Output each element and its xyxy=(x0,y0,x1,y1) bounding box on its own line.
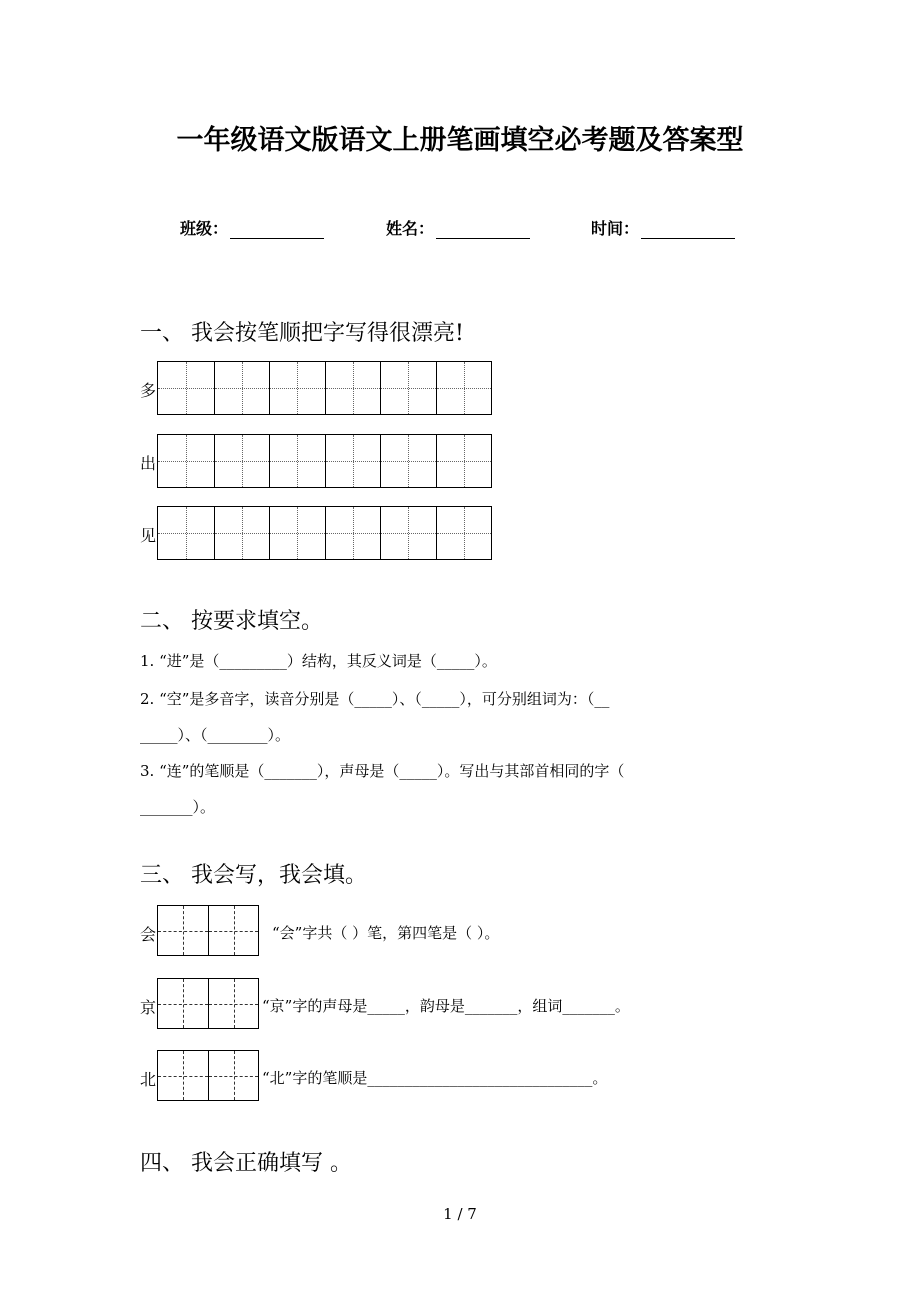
question-line: 1. “进”是（_________）结构，其反义词是（_____）。 xyxy=(140,652,497,670)
time-field xyxy=(591,216,735,239)
writing-grid[interactable] xyxy=(157,506,492,560)
class-label: 班级： xyxy=(180,219,229,238)
grid-cell[interactable] xyxy=(436,362,492,414)
page-title: 一年级语文版语文上册笔画填空必考题及答案型 xyxy=(176,125,744,156)
grid-cell[interactable] xyxy=(214,435,270,487)
tian-grid[interactable] xyxy=(157,978,259,1029)
section3-heading: 三、 我会写，我会填。 xyxy=(140,863,367,888)
grid-cell[interactable] xyxy=(436,435,492,487)
grid-cell[interactable] xyxy=(269,507,325,559)
tian-grid[interactable] xyxy=(157,1050,259,1101)
section1-heading: 一、 我会按笔顺把字写得很漂亮! xyxy=(140,321,464,346)
grid-cell[interactable] xyxy=(325,362,381,414)
time-blank[interactable] xyxy=(641,224,735,239)
grid-cell[interactable] xyxy=(158,362,214,414)
page-number: 1 / 7 xyxy=(443,1205,477,1223)
name-field xyxy=(386,216,530,239)
grid-cell[interactable] xyxy=(380,362,436,414)
fill-line: “会”字共（ ）笔，第四笔是（ ）。 xyxy=(272,924,500,942)
time-label: 时间： xyxy=(591,219,640,238)
name-blank[interactable] xyxy=(436,224,530,239)
practice-char: 会 xyxy=(140,925,157,944)
practice-char: 出 xyxy=(140,454,157,473)
writing-grid[interactable] xyxy=(157,434,492,488)
practice-char: 京 xyxy=(140,998,157,1017)
grid-cell[interactable] xyxy=(380,435,436,487)
section2-heading: 二、 按要求填空。 xyxy=(140,609,323,634)
grid-cell[interactable] xyxy=(214,362,270,414)
grid-cell[interactable] xyxy=(325,507,381,559)
class-blank[interactable] xyxy=(230,224,324,239)
question-line: 3. “连”的笔顺是（_______），声母是（_____）。写出与其部首相同的字（ xyxy=(140,762,625,780)
grid-cell[interactable] xyxy=(436,507,492,559)
grid-cell[interactable] xyxy=(158,906,208,955)
grid-cell[interactable] xyxy=(158,1051,208,1100)
grid-cell[interactable] xyxy=(269,435,325,487)
grid-cell[interactable] xyxy=(325,435,381,487)
question-line: _____）、（________）。 xyxy=(140,726,291,744)
grid-cell[interactable] xyxy=(158,507,214,559)
grid-cell[interactable] xyxy=(269,362,325,414)
question-line: _______）。 xyxy=(140,798,216,816)
grid-cell[interactable] xyxy=(208,1051,258,1100)
class-field xyxy=(180,216,324,239)
grid-cell[interactable] xyxy=(380,507,436,559)
fill-line: “京”字的声母是_____，韵母是_______，组词_______。 xyxy=(262,997,630,1015)
grid-cell[interactable] xyxy=(214,507,270,559)
fill-line: “北”字的笔顺是______________________________。 xyxy=(262,1069,608,1087)
practice-char: 北 xyxy=(140,1070,157,1089)
name-label: 姓名： xyxy=(386,219,435,238)
practice-char: 多 xyxy=(140,381,157,400)
tian-grid[interactable] xyxy=(157,905,259,956)
writing-grid[interactable] xyxy=(157,361,492,415)
grid-cell[interactable] xyxy=(208,979,258,1028)
grid-cell[interactable] xyxy=(158,979,208,1028)
practice-char: 见 xyxy=(140,526,157,545)
grid-cell[interactable] xyxy=(158,435,214,487)
question-line: 2. “空”是多音字，读音分别是（_____）、（_____），可分别组词为：（__ xyxy=(140,690,610,708)
section4-heading: 四、 我会正确填写 。 xyxy=(140,1151,352,1176)
grid-cell[interactable] xyxy=(208,906,258,955)
